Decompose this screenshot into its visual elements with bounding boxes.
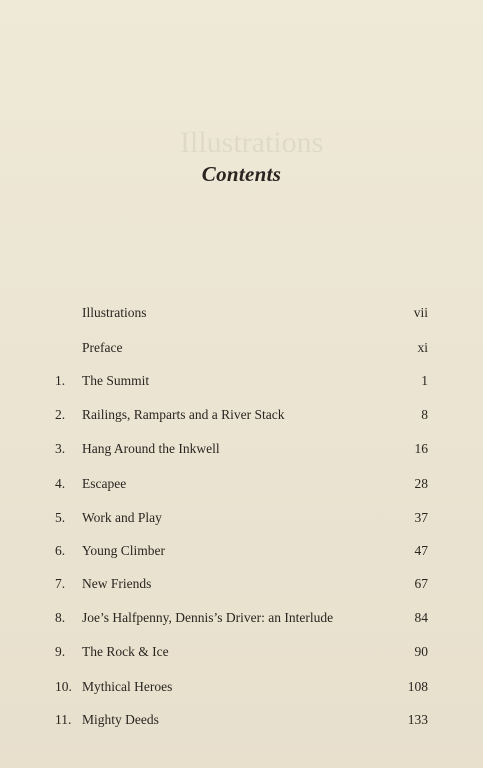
toc-entry-chapter-7 bbox=[55, 574, 428, 594]
toc-entry-page: 67 bbox=[414, 576, 428, 591]
toc-entry-illustrations bbox=[55, 303, 428, 323]
toc-entry-chapter-9 bbox=[55, 642, 428, 662]
toc-entry-number: 10. bbox=[55, 679, 72, 694]
toc-entry-preface bbox=[55, 338, 428, 358]
toc-entry-label: Railings, Ramparts and a River Stack bbox=[82, 407, 285, 422]
toc-entry-page: 28 bbox=[414, 476, 428, 491]
toc-entry-chapter-11 bbox=[55, 710, 428, 730]
toc-entry-page: 133 bbox=[407, 712, 428, 727]
toc-entry-page: 1 bbox=[421, 373, 428, 388]
show-through-text: Illustrations bbox=[180, 126, 324, 159]
page-title: Contents bbox=[201, 162, 282, 187]
toc-entry-chapter-1 bbox=[55, 371, 428, 391]
toc-entry-page: 108 bbox=[407, 679, 428, 694]
toc-entry-chapter-3 bbox=[55, 439, 428, 459]
toc-entry-page: xi bbox=[417, 340, 428, 355]
toc-entry-number: 2. bbox=[55, 407, 66, 422]
toc-entry-number: 7. bbox=[55, 576, 66, 591]
toc-entry-number: 5. bbox=[55, 510, 66, 525]
toc-entry-label: The Summit bbox=[82, 373, 150, 388]
toc-entry-label: Escapee bbox=[82, 476, 127, 491]
toc-entry-chapter-4 bbox=[55, 474, 428, 494]
toc-entry-label: Mythical Heroes bbox=[82, 679, 173, 694]
toc-entry-chapter-6 bbox=[55, 541, 428, 561]
toc-entry-page: 47 bbox=[414, 543, 428, 558]
toc-entry-number: 6. bbox=[55, 543, 66, 558]
toc-entry-number: 3. bbox=[55, 441, 66, 456]
toc-entry-page: 8 bbox=[421, 407, 428, 422]
toc-entry-chapter-5 bbox=[55, 508, 428, 528]
toc-entry-label: The Rock & Ice bbox=[82, 644, 169, 659]
toc-entry-page: 16 bbox=[414, 441, 428, 456]
toc-entry-page: 90 bbox=[414, 644, 428, 659]
toc-entry-page: vii bbox=[413, 305, 428, 320]
toc-entry-chapter-2 bbox=[55, 405, 428, 425]
toc-entry-number: 4. bbox=[55, 476, 66, 491]
toc-entry-label: Preface bbox=[82, 340, 123, 355]
toc-entry-label: Young Climber bbox=[82, 543, 166, 558]
toc-entry-label: Work and Play bbox=[82, 510, 162, 525]
toc-entry-label: New Friends bbox=[82, 576, 152, 591]
toc-entry-number: 8. bbox=[55, 610, 66, 625]
toc-entry-number: 9. bbox=[55, 644, 66, 659]
toc-entry-label: Illustrations bbox=[82, 305, 147, 320]
toc-entry-label: Hang Around the Inkwell bbox=[82, 441, 220, 456]
toc-entry-page: 84 bbox=[414, 610, 428, 625]
toc-entry-page: 37 bbox=[414, 510, 428, 525]
toc-entry-number: 11. bbox=[55, 712, 72, 727]
toc-entry-number: 1. bbox=[55, 373, 66, 388]
toc-entry-label: Joe’s Halfpenny, Dennis’s Driver: an Interlude bbox=[82, 610, 334, 625]
toc-entry-chapter-10 bbox=[55, 677, 428, 697]
toc-entry-chapter-8 bbox=[55, 608, 428, 628]
toc-entry-label: Mighty Deeds bbox=[82, 712, 159, 727]
